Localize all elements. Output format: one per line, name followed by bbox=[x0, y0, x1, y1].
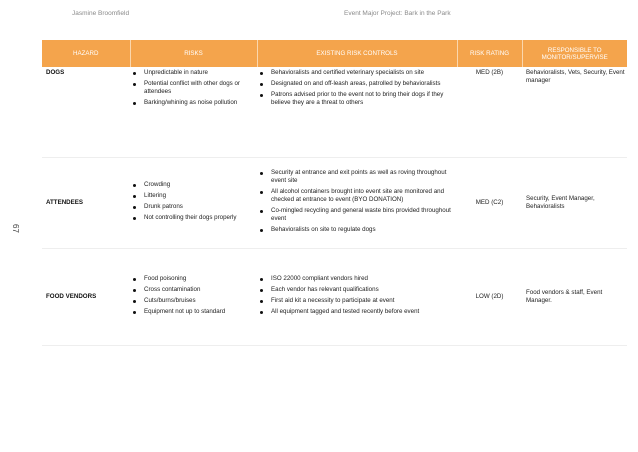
table-row bbox=[42, 67, 627, 158]
column-header-controls: EXISTING RISK CONTROLS bbox=[257, 40, 457, 67]
risks-cell bbox=[130, 67, 257, 158]
responsible-cell: Security, Event Manager, Behavioralists bbox=[522, 158, 627, 249]
control-item: Co-mingled recycling and general waste bins provided throughout event bbox=[257, 207, 457, 223]
risk-item: Cuts/burns/bruises bbox=[130, 297, 257, 305]
control-item: Patrons advised prior to the event not to bring their dogs if they believe they are a threat to others bbox=[257, 91, 457, 107]
document-project-title: Event Major Project: Bark in the Park bbox=[344, 10, 451, 17]
control-item: Security at entrance and exit points as well as roving throughout event site bbox=[257, 169, 457, 185]
control-item: All equipment tagged and tested recently before event bbox=[257, 308, 457, 316]
table-row bbox=[42, 158, 627, 249]
risk-rating-cell: MED (2B) bbox=[457, 67, 522, 158]
control-item: First aid kit a necessity to participate at event bbox=[257, 297, 457, 305]
control-item: Behavioralists and certified veterinary specialists on site bbox=[257, 69, 457, 77]
risk-item: Littering bbox=[130, 192, 257, 200]
risk-item: Drunk patrons bbox=[130, 203, 257, 211]
risks-cell bbox=[130, 249, 257, 346]
responsible-cell: Food vendors & staff, Event Manager. bbox=[522, 249, 627, 346]
table-header-row bbox=[42, 40, 627, 67]
risk-item: Not controlling their dogs properly bbox=[130, 214, 257, 222]
column-header-rating: RISK RATING bbox=[457, 40, 522, 67]
responsible-cell: Behavioralists, Vets, Security, Event manager bbox=[522, 67, 627, 158]
risk-item: Equipment not up to standard bbox=[130, 308, 257, 316]
risk-rating-cell: LOW (2D) bbox=[457, 249, 522, 346]
risk-item: Cross contamination bbox=[130, 286, 257, 294]
risk-item: Food poisoning bbox=[130, 275, 257, 283]
control-item: ISO 22000 compliant vendors hired bbox=[257, 275, 457, 283]
control-item: All alcohol containers brought into event site are monitored and checked at entrance to event (BYO DONATION) bbox=[257, 188, 457, 204]
control-item: Designated on and off-leash areas, patrolled by behavioralists bbox=[257, 80, 457, 88]
page-number: 67 bbox=[11, 224, 20, 233]
table-row bbox=[42, 249, 627, 346]
risks-cell bbox=[130, 158, 257, 249]
column-header-hazard: HAZARD bbox=[42, 40, 130, 67]
risk-item: Barking/whining as noise pollution bbox=[130, 99, 257, 107]
controls-cell bbox=[257, 249, 457, 346]
column-header-risks: RISKS bbox=[130, 40, 257, 67]
risk-rating-cell: MED (C2) bbox=[457, 158, 522, 249]
controls-cell bbox=[257, 158, 457, 249]
column-header-responsible: RESPONSIBLE TO MONITOR/SUPERVISE bbox=[522, 40, 627, 67]
hazard-cell: FOOD VENDORS bbox=[42, 249, 130, 346]
risk-item: Potential conflict with other dogs or attendees bbox=[130, 80, 257, 96]
hazard-cell: ATTENDEES bbox=[42, 158, 130, 249]
risk-item: Unpredictable in nature bbox=[130, 69, 257, 77]
document-author: Jasmine Broomfield bbox=[72, 10, 130, 17]
risk-assessment-table bbox=[42, 40, 627, 346]
controls-cell bbox=[257, 67, 457, 158]
risk-item: Crowding bbox=[130, 181, 257, 189]
control-item: Behavioralists on site to regulate dogs bbox=[257, 226, 457, 234]
control-item: Each vendor has relevant qualifications bbox=[257, 286, 457, 294]
hazard-cell: DOGS bbox=[42, 67, 130, 158]
